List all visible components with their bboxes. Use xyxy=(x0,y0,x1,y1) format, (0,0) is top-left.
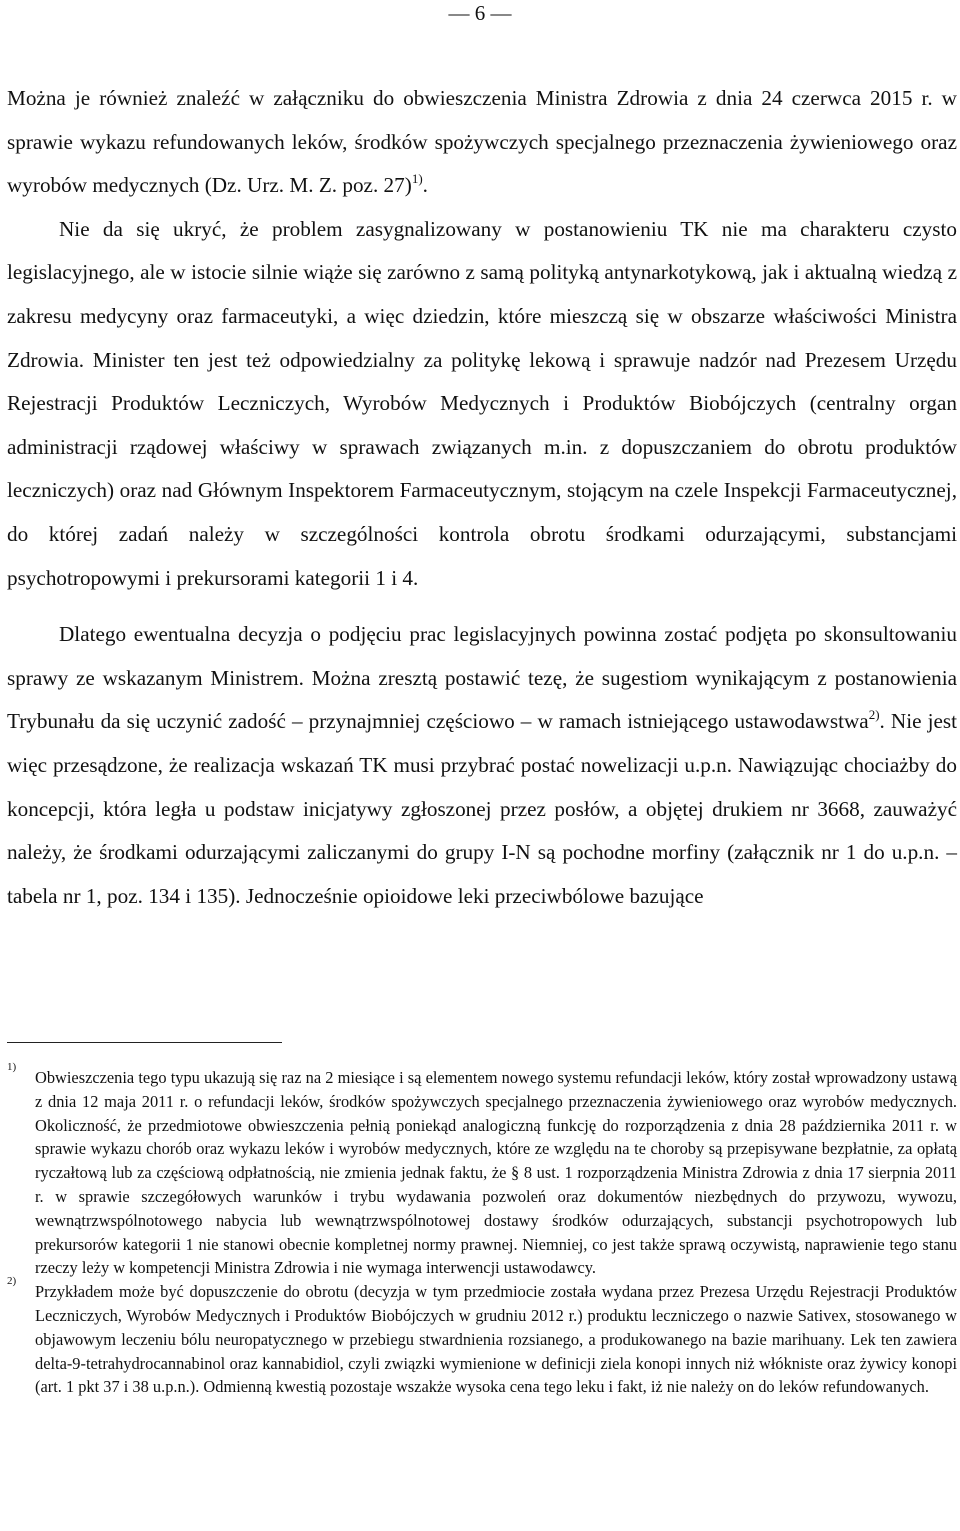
paragraph-3-text-after: . Nie jest więc przesądzone, że realizacja wskazań TK musi przybrać postać nowelizacji u.p.n. Nawiązując chociażby do koncepcji, która legła u podstaw inicjatywy zgłoszonej przez posłów, a objętej drukiem nr 3668, zauważyć należy, że środkami odurzającymi zaliczanymi do grupy I-N są pochodne morfiny (załącznik nr 1 do u.p.n. – tabela nr 1, poz. 134 i 135). Jednocześnie opioidowe leki przeciwbólowe bazujące xyxy=(7,709,957,908)
paragraph-3 xyxy=(7,613,957,918)
footnote-1 xyxy=(7,1061,957,1280)
footnote-2-text: Przykładem może być dopuszczenie do obrotu (decyzja w tym przedmiocie została wydana przez Prezesa Urzędu Rejestracji Produktów Leczniczych, Wyrobów Medycznych i Produktów Biobójczych w grudniu 2012 r.) produktu leczniczego o nazwie Sativex, stosowanego w objawowym leczeniu bólu neuropatycznego w przebiegu stwardnienia rozsianego, a produkowanego na bazie marihuany. Lek ten zawiera delta-9-tetrahydrocannabinol oraz kannabidiol, czyli związki wymienione w definicji ziela konopi innych niż włókniste oraz żywicy konopi (art. 1 pkt 37 i 38 u.p.n.). Odmienną kwestią pozostaje wszakże wysoka cena tego leku i fakt, iż nie należy on do leków refundowanych. xyxy=(35,1282,957,1397)
footnote-ref-1[interactable]: 1) xyxy=(411,171,423,187)
paragraph-1 xyxy=(7,77,957,208)
footnote-1-text: Obwieszczenia tego typu ukazują się raz na 2 miesiące i są elementem nowego systemu refundacji leków, który został wprowadzony ustawą z dnia 12 maja 2011 r. o refundacji leków, środków spożywczych specjalnego przeznaczenia żywieniowego oraz wyrobów medycznych. Okoliczność, że przedmiotowe obwieszczenia pełnią poniekąd analogiczną funkcję do rozporządzenia z dnia 28 października 2011 r. w sprawie wykazu chorób oraz wykazu leków i wyrobów medycznych, które ze względu na te choroby są przepisywane bezpłatnie, za opłatą ryczałtową lub za częściową odpłatnością, nie zmienia jednak faktu, że § 8 ust. 1 rozporządzenia Ministra Zdrowia z dnia 17 sierpnia 2011 r. w sprawie szczegółowych warunków i trybu wydawania pozwoleń oraz dokumentów niezbędnych do przywozu, wywozu, wewnątrzwspólnotowego nabycia lub wewnątrzwspólnotowej dostawy środków odurzających, substancji psychotropowych lub prekursorów kategorii 1 nie stanowi obecnie kompletnej normy prawnej. Niemniej, co jest także sprawą oczywistą, naprawienie tego stanu rzeczy leży w kompetencji Ministra Zdrowia i nie wymaga interwencji ustawodawcy. xyxy=(35,1068,957,1278)
footnote-2-mark: 2) xyxy=(7,1275,17,1288)
paragraph-2-text: Nie da się ukryć, że problem zasygnalizowany w postanowieniu TK nie ma charakteru czysto legislacyjnego, ale w istocie silnie wiąże się zarówno z samą polityką antynarkotykową, jak i aktualną wiedzą z zakresu medycyny oraz farmaceutyki, a więc dziedzin, które mieszczą się w obszarze właściwości Ministra Zdrowia. Minister ten jest też odpowiedzialny za politykę lekową i sprawuje nadzór nad Prezesem Urzędu Rejestracji Produktów Leczniczych, Wyrobów Medycznych i Produktów Biobójczych (centralny organ administracji rządowej właściwy w sprawach związanych m.in. z dopuszczaniem do obrotu produktów leczniczych) oraz nad Głównym Inspektorem Farmaceutycznym, stojącym na czele Inspekcji Farmaceutycznej, do której zadań należy w szczególności kontrola obrotu środkami odurzającymi, substancjami psychotropowymi i prekursorami kategorii 1 i 4. xyxy=(7,216,957,590)
paragraph-1-tail: . xyxy=(422,173,428,198)
footnotes xyxy=(7,1061,957,1399)
footnote-separator xyxy=(7,1042,282,1043)
footnote-2 xyxy=(7,1275,957,1399)
page-number: — 6 — xyxy=(448,1,512,25)
footnote-1-mark: 1) xyxy=(7,1061,17,1073)
paragraph-3-text-before: Dlatego ewentualna decyzja o podjęciu prac legislacyjnych powinna zostać podjęta po skonsultowaniu sprawy ze wskazanym Ministrem. Można zresztą postawić tezę, że sugestiom wynikającym z postanowienia Trybunału da się uczynić zadość – przynajmniej częściowo – w ramach istniejącego ustawodawstwa xyxy=(7,622,957,734)
paragraph-2 xyxy=(7,208,957,600)
paragraph-1-text: Można je również znaleźć w załączniku do obwieszczenia Ministra Zdrowia z dnia 24 czerwca 2015 r. w sprawie wykazu refundowanych leków, środków spożywczych specjalnego przeznaczenia żywieniowego oraz wyrobów medycznych (Dz. Urz. M. Z. poz. 27) xyxy=(7,86,957,198)
main-text xyxy=(7,77,957,918)
footnote-ref-2[interactable]: 2) xyxy=(868,707,880,723)
